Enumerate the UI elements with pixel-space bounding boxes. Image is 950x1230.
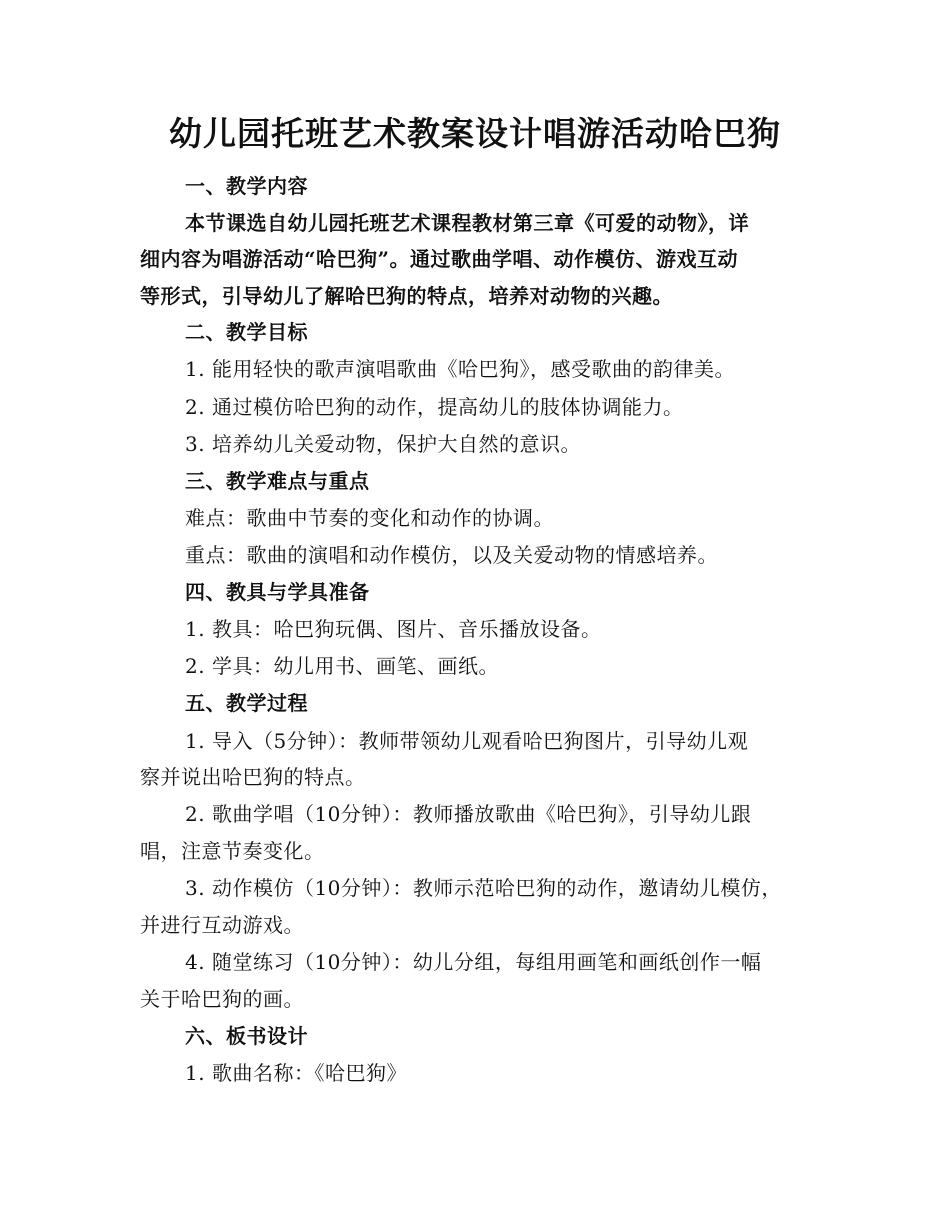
section-heading-content: 一、教学内容: [185, 174, 308, 198]
process-step: 1. 导入（5分钟）：教师带领幼儿观看哈巴狗图片，引导幼儿观: [185, 729, 749, 753]
section-heading-board: 六、板书设计: [185, 1024, 308, 1048]
objective-item: 2. 通过模仿哈巴狗的动作，提高幼儿的肢体协调能力。: [185, 395, 684, 419]
board-item: 1. 歌曲名称：《哈巴狗》: [185, 1061, 407, 1085]
section-heading-materials: 四、教具与学具准备: [185, 580, 370, 604]
process-step-continued: 察并说出哈巴狗的特点。: [140, 765, 366, 789]
material-item: 2. 学具：幼儿用书、画笔、画纸。: [185, 654, 499, 678]
section-heading-difficulties: 三、教学难点与重点: [185, 469, 370, 493]
keypoint-item: 重点：歌曲的演唱和动作模仿，以及关爱动物的情感培养。: [185, 543, 718, 567]
process-step-continued: 并进行互动游戏。: [140, 913, 304, 937]
document-title: 幼儿园托班艺术教案设计唱游活动哈巴狗: [169, 114, 781, 153]
objective-item: 1. 能用轻快的歌声演唱歌曲《哈巴狗》，感受歌曲的韵律美。: [185, 357, 735, 381]
material-item: 1. 教具：哈巴狗玩偶、图片、音乐播放设备。: [185, 617, 602, 641]
objective-item: 3. 培养幼儿关爱动物，保护大自然的意识。: [185, 432, 581, 456]
section-heading-process: 五、教学过程: [185, 691, 308, 715]
paragraph-line: 本节课选自幼儿园托班艺术课程教材第三章《可爱的动物》，详: [185, 211, 749, 235]
process-step: 4. 随堂练习（10分钟）：幼儿分组，每组用画笔和画纸创作一幅: [185, 950, 762, 974]
section-heading-objectives: 二、教学目标: [185, 320, 308, 344]
process-step-continued: 唱，注意节奏变化。: [140, 839, 325, 863]
process-step: 2. 歌曲学唱（10分钟）：教师播放歌曲《哈巴狗》，引导幼儿跟: [185, 802, 752, 826]
process-step-continued: 关于哈巴狗的画。: [140, 987, 304, 1011]
paragraph-line: 等形式，引导幼儿了解哈巴狗的特点，培养对动物的兴趣。: [140, 284, 673, 308]
process-step: 3. 动作模仿（10分钟）：教师示范哈巴狗的动作，邀请幼儿模仿，: [185, 876, 782, 900]
paragraph-line: 细内容为唱游活动“哈巴狗”。通过歌曲学唱、动作模仿、游戏互动: [140, 247, 739, 271]
difficulty-item: 难点：歌曲中节奏的变化和动作的协调。: [185, 506, 554, 530]
